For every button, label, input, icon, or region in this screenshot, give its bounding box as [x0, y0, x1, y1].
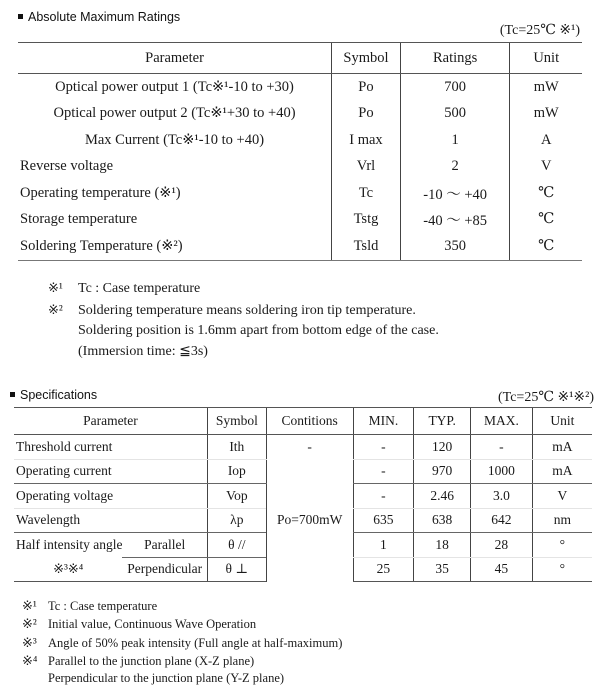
cell-max: 642: [471, 508, 533, 533]
cell-max: 1000: [471, 459, 533, 484]
cell-typ: 2.46: [414, 484, 471, 509]
cell-symbol: I max: [332, 127, 401, 154]
footnote-continuation: Soldering position is 1.6mm apart from bottom edge of the case.: [78, 323, 439, 338]
cell-symbol: Tc: [332, 180, 401, 207]
specifications-table: [14, 407, 592, 582]
cell-symbol: θ //: [207, 533, 266, 558]
footnote: [22, 652, 342, 670]
cell-max: -: [471, 435, 533, 460]
footnote: [22, 597, 342, 615]
footnote-mark: ※²: [48, 301, 63, 317]
cell-unit: ℃: [510, 207, 582, 234]
cell-parameter: Soldering Temperature (※²): [18, 233, 332, 260]
cell-min: -: [353, 459, 414, 484]
cell-unit: mW: [510, 74, 582, 101]
col-header-ratings: Ratings: [400, 43, 510, 74]
cell-symbol: Tstg: [332, 207, 401, 234]
cell-condition-merged: Po=700mW: [266, 459, 353, 582]
cell-min: -: [353, 435, 414, 460]
cell-parameter: Operating current: [14, 459, 207, 484]
cell-typ: 18: [414, 533, 471, 558]
cell-min: 635: [353, 508, 414, 533]
cell-unit: °: [532, 557, 592, 582]
cell-parameter: Optical power output 2 (Tc※¹+30 to +40): [53, 105, 296, 122]
cell-unit: mA: [532, 459, 592, 484]
cell-unit: ℃: [510, 180, 582, 207]
col-header-unit: Unit: [532, 408, 592, 435]
cell-rating: 350: [400, 233, 510, 260]
cell-typ: 35: [414, 557, 471, 582]
cell-symbol: θ ⊥: [207, 557, 266, 582]
condition-label-specifications: (Tc=25℃ ※¹※²): [497, 390, 594, 405]
absolute-max-notes: [48, 278, 439, 362]
absolute-max-table: [18, 42, 582, 261]
cell-min: -: [353, 484, 414, 509]
footnote-mark: ※²: [22, 616, 37, 632]
cell-typ: 638: [414, 508, 471, 533]
table-row: [18, 180, 582, 207]
table-row: [14, 435, 592, 460]
footnote-continuation: Perpendicular to the junction plane (Y-Z plane): [48, 671, 285, 686]
table-row: [18, 207, 582, 234]
bullet-square-icon: [10, 392, 15, 397]
cell-subparameter: Parallel: [122, 533, 207, 558]
bullet-square-icon: [18, 14, 23, 19]
cell-symbol: λp: [207, 508, 266, 533]
cell-rating: 500: [400, 101, 510, 128]
cell-parameter: Wavelength: [14, 508, 207, 533]
footnote-text: Initial value, Continuous Wave Operation: [48, 617, 257, 632]
cell-max: 45: [471, 557, 533, 582]
cell-parameter: Storage temperature: [20, 211, 138, 228]
cell-rating: 700: [400, 74, 510, 101]
cell-rating: -40 ～ +85: [400, 207, 510, 234]
condition-label-absolute-max: (Tc=25℃ ※¹): [499, 23, 580, 38]
table-header-row: [14, 408, 592, 435]
cell-parameter: Reverse voltage: [20, 158, 114, 175]
cell-subparameter: Perpendicular: [122, 557, 207, 582]
table-header-row: [18, 43, 582, 74]
table-row: [18, 101, 582, 128]
table-row: [14, 459, 592, 484]
cell-min: 25: [353, 557, 414, 582]
cell-unit: A: [510, 127, 582, 154]
footnote: [22, 634, 342, 652]
cell-parameter: Threshold current: [14, 435, 207, 460]
footnote: [48, 300, 439, 322]
col-header-parameter: Parameter: [18, 43, 332, 74]
cell-parameter: Half intensity angle: [16, 537, 123, 552]
table-row: [18, 154, 582, 181]
col-header-conditions: Contitions: [266, 408, 353, 435]
col-header-min: MIN.: [353, 408, 414, 435]
section-heading-absolute-max: [18, 10, 180, 24]
cell-rating: 2: [400, 154, 510, 181]
col-header-typ: TYP.: [414, 408, 471, 435]
footnote-text: Tc : Case temperature: [48, 599, 158, 613]
footnote-mark: ※¹: [48, 280, 63, 295]
footnote: [22, 615, 342, 633]
cell-unit: nm: [532, 508, 592, 533]
col-header-max: MAX.: [471, 408, 533, 435]
cell-parameter: Operating temperature (※¹): [20, 184, 181, 201]
heading-text: Absolute Maximum Ratings: [28, 10, 181, 24]
cell-symbol: Po: [332, 101, 401, 128]
cell-symbol: Vop: [207, 484, 266, 509]
cell-typ: 120: [414, 435, 471, 460]
heading-text: Specifications: [20, 388, 98, 402]
footnote-text: Angle of 50% peak intensity (Full angle at half-maximum): [48, 635, 343, 650]
section-heading-specifications: [10, 388, 97, 402]
cell-unit: ℃: [510, 233, 582, 260]
specifications-notes: [22, 597, 342, 687]
cell-condition: -: [266, 435, 353, 460]
footnote-text: Tc : Case temperature: [78, 281, 201, 296]
cell-max: 3.0: [471, 484, 533, 509]
footnote-mark: ※¹: [22, 598, 37, 613]
cell-parameter: Optical power output 1 (Tc※¹-10 to +30): [55, 78, 294, 95]
cell-parameter-footnote-marks: ※³※⁴: [14, 557, 122, 582]
cell-symbol: Ith: [207, 435, 266, 460]
cell-symbol: Vrl: [332, 154, 401, 181]
cell-parameter: Max Current (Tc※¹-10 to +40): [84, 131, 265, 148]
cell-unit: mW: [510, 101, 582, 128]
col-header-symbol: Symbol: [332, 43, 401, 74]
cell-max: 28: [471, 533, 533, 558]
table-row: [18, 233, 582, 260]
cell-rating: 1: [400, 127, 510, 154]
footnote-continuation: (Immersion time: ≦3s): [78, 343, 208, 359]
table-row: [18, 127, 582, 154]
cell-typ: 970: [414, 459, 471, 484]
cell-unit: V: [532, 484, 592, 509]
cell-min: 1: [353, 533, 414, 558]
cell-symbol: Iop: [207, 459, 266, 484]
footnote: [48, 278, 439, 300]
cell-parameter: Operating voltage: [14, 484, 207, 509]
footnote-text: Soldering temperature means soldering iron tip temperature.: [78, 302, 416, 318]
cell-unit: mA: [532, 435, 592, 460]
footnote-mark: ※³: [22, 634, 37, 650]
footnote-mark: ※⁴: [22, 652, 38, 668]
table-row: [18, 74, 582, 101]
footnote-text: Parallel to the junction plane (X-Z plane): [48, 653, 255, 668]
cell-symbol: Po: [332, 74, 401, 101]
cell-rating: -10 ～ +40: [400, 180, 510, 207]
cell-unit: °: [532, 533, 592, 558]
cell-symbol: Tsld: [332, 233, 401, 260]
col-header-parameter: Parameter: [14, 408, 207, 435]
col-header-unit: Unit: [510, 43, 582, 74]
col-header-symbol: Symbol: [207, 408, 266, 435]
cell-unit: V: [510, 154, 582, 181]
